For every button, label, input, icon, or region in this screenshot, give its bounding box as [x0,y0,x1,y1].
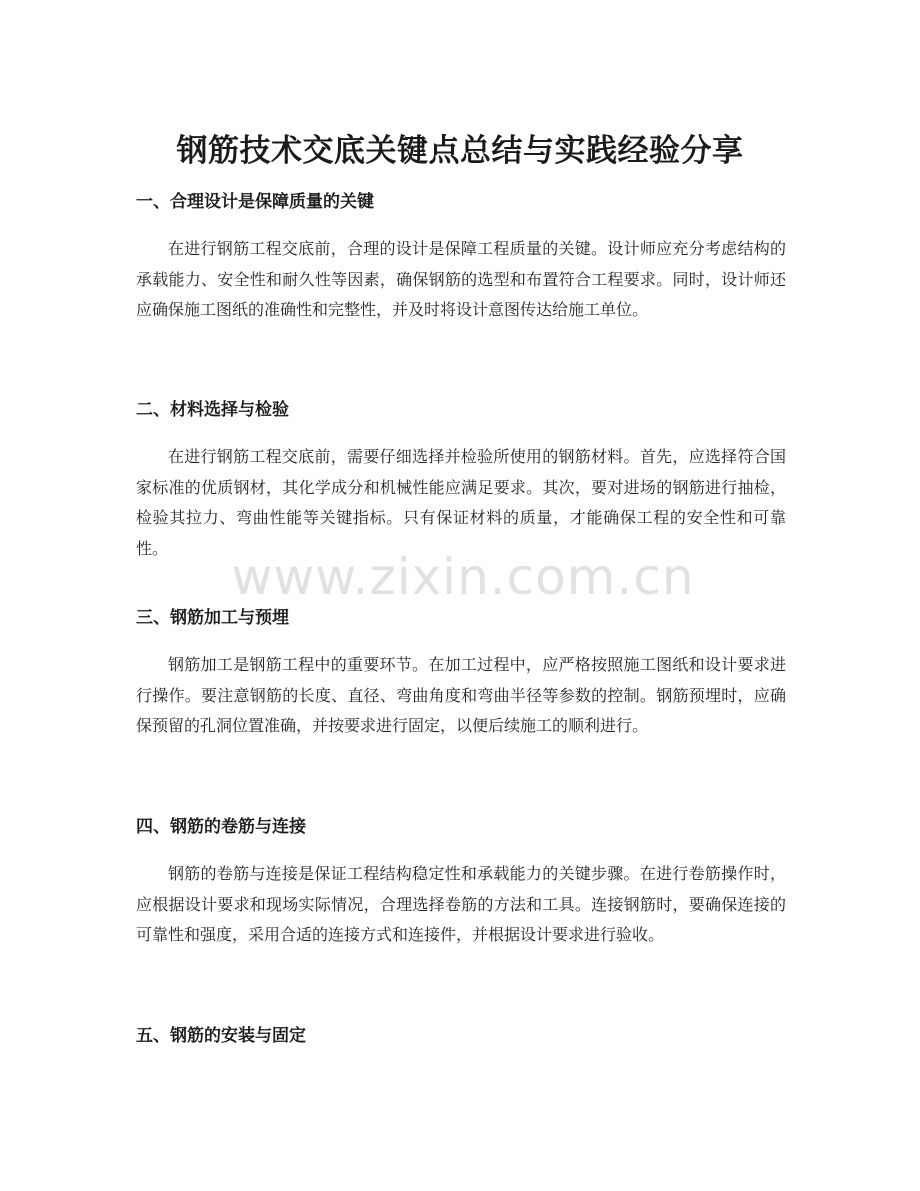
watermark: www.zixin.com.cn [231,548,695,606]
section-paragraph: 钢筋加工是钢筋工程中的重要环节。在加工过程中，应严格按照施工图纸和设计要求进行操作。要注意钢筋的长度、直径、弯曲角度和弯曲半径等参数的控制。钢筋预埋时，应确保预留的孔洞位置准确，并按要求进行固定，以便后续施工的顺利进行。 [136,655,786,735]
section-3 [136,606,786,742]
section-4 [136,815,786,951]
section-heading: 四、钢筋的卷筋与连接 [136,817,306,837]
section-heading: 三、钢筋加工与预埋 [136,608,289,628]
section-1 [136,190,786,326]
section-paragraph: 钢筋的卷筋与连接是保证工程结构稳定性和承载能力的关键步骤。在进行卷筋操作时，应根据设计要求和现场实际情况，合理选择卷筋的方法和工具。连接钢筋时，要确保连接的可靠性和强度，采用合适的连接方式和连接件，并根据设计要求进行验收。 [136,864,786,944]
document-title: 钢筋技术交底关键点总结与实践经验分享 [176,132,744,169]
section-heading: 五、钢筋的安装与固定 [136,1026,306,1046]
section-5 [136,1024,786,1048]
section-heading: 二、材料选择与检验 [136,400,289,420]
section-paragraph: 在进行钢筋工程交底前，合理的设计是保障工程质量的关键。设计师应充分考虑结构的承载能力、安全性和耐久性等因素，确保钢筋的选型和布置符合工程要求。同时，设计师还应确保施工图纸的准确性和完整性，并及时将设计意图传达给施工单位。 [136,239,786,319]
section-2 [136,398,786,564]
section-paragraph: 在进行钢筋工程交底前，需要仔细选择并检验所使用的钢筋材料。首先，应选择符合国家标准的优质钢材，其化学成分和机械性能应满足要求。其次，要对进场的钢筋进行抽检，检验其拉力、弯曲性能等关键指标。只有保证材料的质量，才能确保工程的安全性和可靠性。 [136,447,786,558]
section-heading: 一、合理设计是保障质量的关键 [136,192,374,212]
